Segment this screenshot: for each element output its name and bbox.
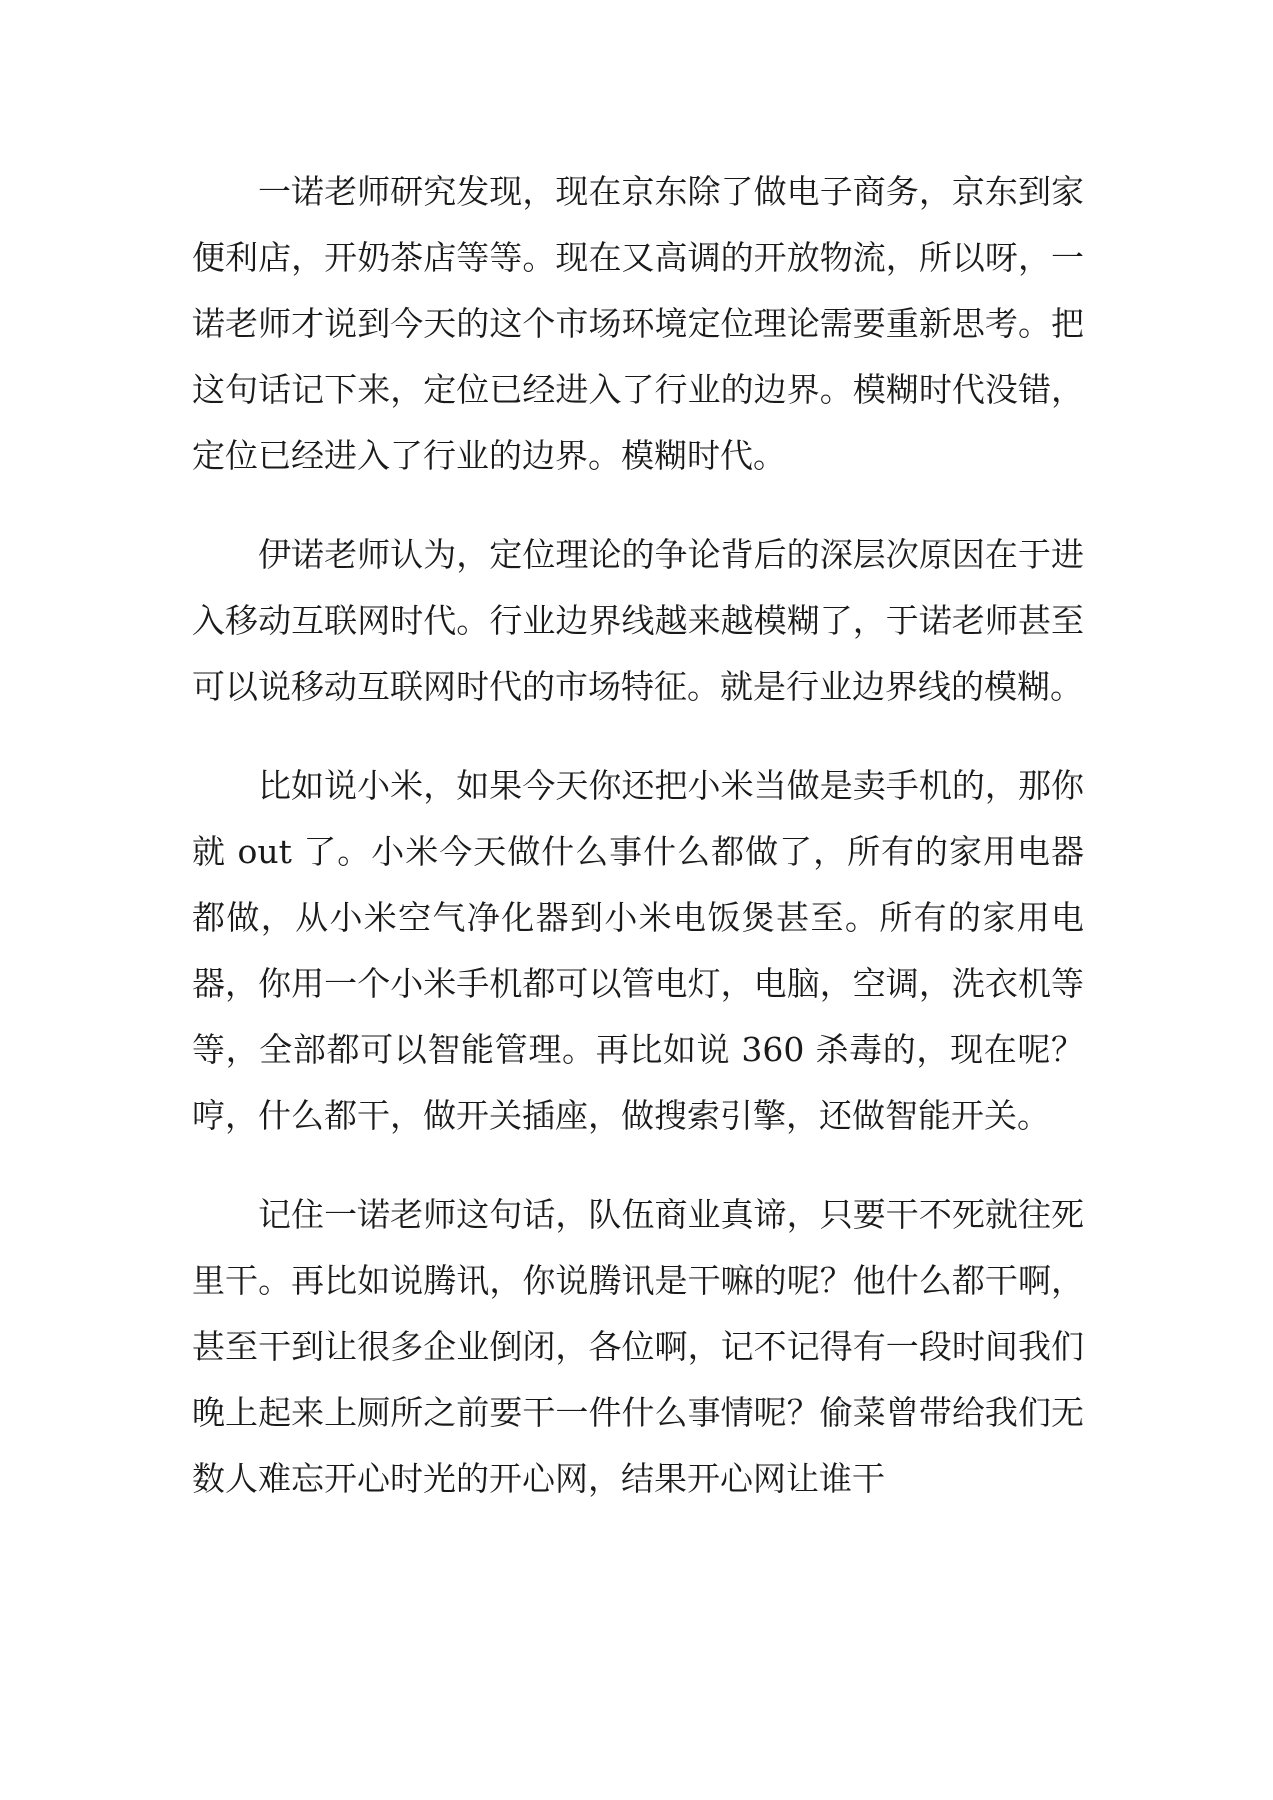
document-body	[192, 159, 1084, 1512]
paragraph-jd-positioning: 一诺老师研究发现，现在京东除了做电子商务，京东到家便利店，开奶茶店等等。现在又高调的开放物流，所以呀，一诺老师才说到今天的这个市场环境定位理论需要重新思考。把这句话记下来，定位已经进入了行业的边界。模糊时代没错，定位已经进入了行业的边界。模糊时代。	[192, 172, 1084, 475]
paragraph-xiaomi-360: 比如说小米，如果今天你还把小米当做是卖手机的，那你就 out 了。小米今天做什么事什么都做了，所有的家用电器都做，从小米空气净化器到小米电饭煲甚至。所有的家用电器，你用一个小米手机都可以管电灯，电脑，空调，洗衣机等等，全部都可以智能管理。再比如说 360 杀毒的，现在呢？哼，什么都干，做开关插座，做搜索引擎，还做智能开关。	[192, 766, 1084, 1135]
paragraph-tencent: 记住一诺老师这句话，队伍商业真谛，只要干不死就往死里干。再比如说腾讯，你说腾讯是干嘛的呢？他什么都干啊，甚至干到让很多企业倒闭，各位啊，记不记得有一段时间我们晚上起来上厕所之前要干一件什么事情呢？偷菜曾带给我们无数人难忘开心时光的开心网，结果开心网让谁干	[192, 1195, 1084, 1498]
paragraph-mobile-internet: 伊诺老师认为，定位理论的争论背后的深层次原因在于进入移动互联网时代。行业边界线越来越模糊了，于诺老师甚至可以说移动互联网时代的市场特征。就是行业边界线的模糊。	[192, 535, 1084, 706]
